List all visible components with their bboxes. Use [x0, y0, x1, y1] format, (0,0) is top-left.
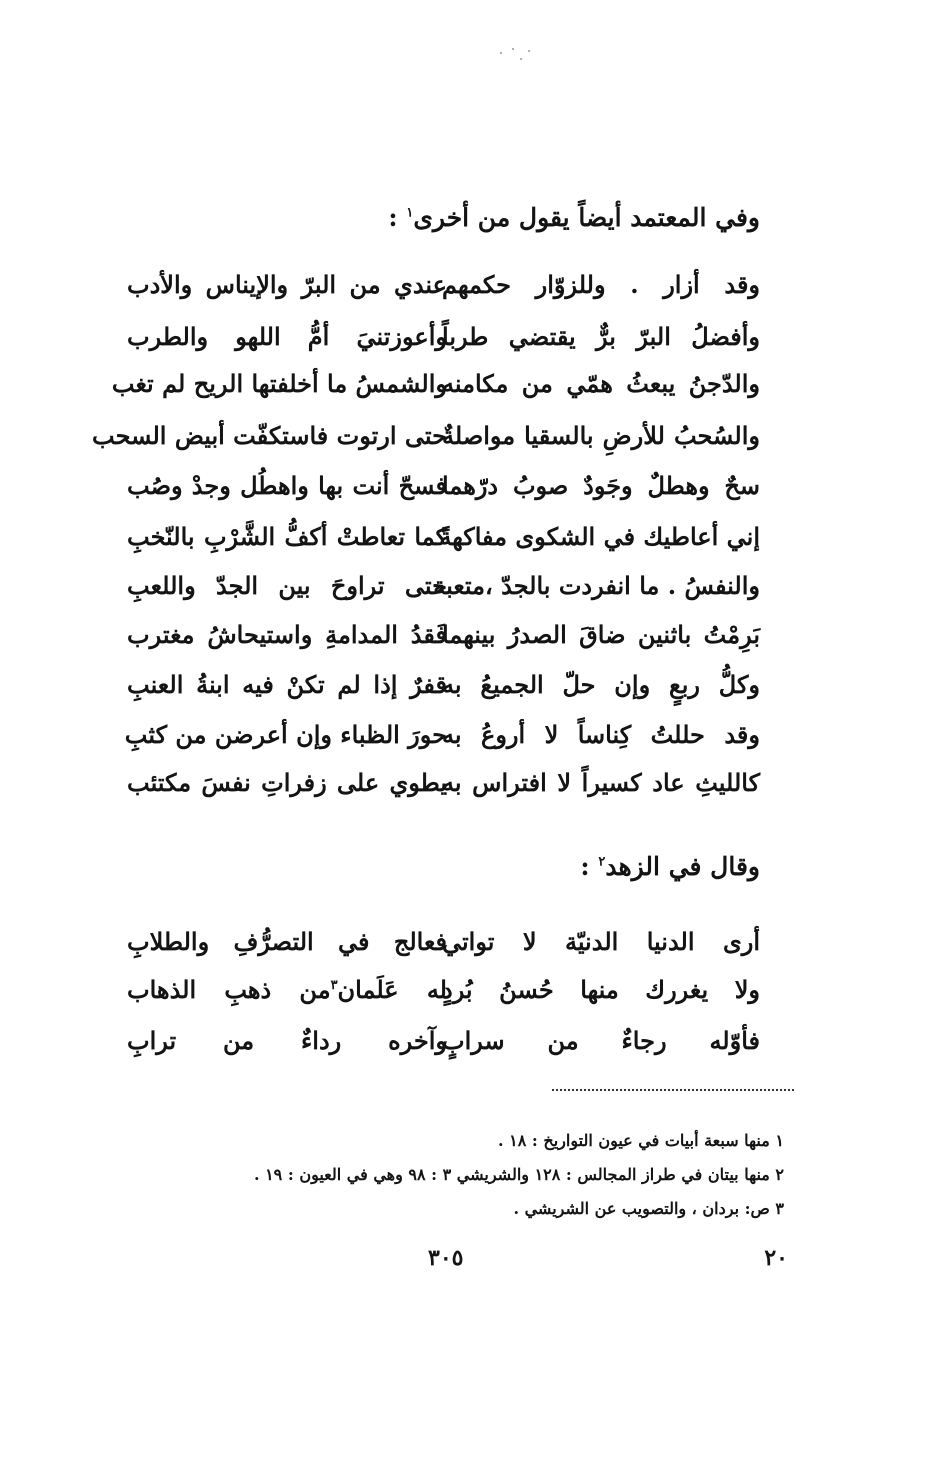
verse-second-hemistich: يطوي على زفراتِ نفسَ مكتئب — [127, 768, 447, 797]
zuhd-text: وقال في الزهد — [605, 852, 760, 881]
footnote-mark-1: ١ — [406, 205, 414, 221]
hemistich-part: من ذهبِ الذهاب — [127, 975, 331, 1004]
verse-second-hemistich: والشمسُ ما أخلفتها الريح لم تغب — [111, 369, 447, 398]
verse-row — [0, 609, 938, 661]
footnote-separator — [552, 1089, 794, 1091]
verse-first-hemistich: والنفسُ . ما انفردت بالجدّ ،متعبة — [433, 571, 760, 600]
verse-first-hemistich: أرى الدنيا الدنيّة لا تواتي — [442, 927, 760, 956]
hemistich-part: له عَلَمان — [337, 975, 447, 1004]
footnotes — [144, 1124, 784, 1226]
verse-first-hemistich: وقد أزار . وللزوّار حكمهم — [442, 270, 760, 299]
verse-row — [0, 311, 938, 363]
verse-first-hemistich: والسُحبُ للأرضِ بالسقيا مواصلةٌ — [442, 421, 760, 450]
verse-second-hemistich: قفرٌ إذا لم تكنْ فيه ابنةُ العنبِ — [127, 670, 447, 699]
footnote-mark-3: ٣ — [330, 978, 338, 993]
zuhd-colon: : — [580, 852, 599, 881]
verse-first-hemistich: فأوّله رجاءٌ من سرابٍ — [442, 1026, 760, 1055]
section-intro-line — [388, 198, 760, 238]
verse-row — [0, 757, 938, 809]
verse-second-hemistich: فعالج في التصرُّفِ والطلابِ — [127, 927, 447, 956]
page-number: ٣٠٥ — [428, 1245, 464, 1271]
verse-first-hemistich: كالليثِ عاد كسيراً لا افتراس به — [442, 768, 760, 797]
intro-colon: : — [388, 203, 407, 232]
verse-row — [0, 511, 938, 563]
verse-first-hemistich: ولا يغررك منها حُسنُ بُردٍ — [442, 975, 760, 1004]
verse-row — [0, 964, 938, 1016]
verse-second-hemistich: كما تعاطتْ أكفُّ الشَّرْبِ بالنّخبِ — [127, 522, 447, 551]
footnote: ١ منها سبعة أبيات في عيون التواريخ : ١٨ . — [498, 1131, 784, 1150]
verse-second-hemistich: وأعوزتنيَ أمُّ اللهو والطرب — [127, 322, 447, 351]
zuhd-intro-line — [580, 847, 760, 887]
verse-second-hemistich: حورَ الظباء وإن أعرضن من كثبِ — [124, 720, 447, 749]
verse-row — [0, 410, 938, 462]
verse-first-hemistich: وقد حللتُ كِناساً لا أروعُ به — [442, 720, 760, 749]
verse-row — [0, 659, 938, 711]
verse-first-hemistich: والدّجنُ يبعثُ همّي من مكامنه — [442, 369, 760, 398]
verse-second-hemistich: وآخره رداءٌ من ترابِ — [127, 1026, 447, 1055]
verse-second-hemistich: حتى تراوحَ بين الجدّ واللعبِ — [127, 571, 447, 600]
verse-row — [0, 709, 938, 761]
verse-second-hemistich: فسحّ أنت بها واهطُل وجدْ وصُب — [127, 471, 447, 500]
verse-first-hemistich: إني أعاطيك في الشكوى مفاكهةً — [439, 522, 760, 551]
verse-row — [0, 460, 938, 512]
footnote: ٢ منها بيتان في طراز المجالس : ١٢٨ والشريشي ٣ : ٩٨ وهي في العيون : ١٩ . — [253, 1165, 784, 1184]
verse-row — [0, 916, 938, 968]
verse-row — [0, 358, 938, 410]
verse-first-hemistich: بَرِمْتُ باثنين ضاقَ الصدرُ بينهما — [442, 620, 760, 649]
signature-mark: ٢٠ — [764, 1245, 788, 1271]
footnote: ٣ ص: بردان ، والتصويب عن الشريشي . — [513, 1199, 784, 1218]
verse-row — [0, 259, 938, 311]
verse-first-hemistich: وأفضلُ البرّ برٌّ يقتضي طرباً — [442, 322, 760, 351]
verse-first-hemistich: وكلُّ ربعٍ وإن حلّ الجميعُ به — [442, 670, 760, 699]
verse-second-hemistich: عندي من البرّ والإيناس والأدب — [127, 270, 447, 299]
verse-second-hemistich — [127, 964, 447, 1016]
verse-row — [0, 560, 938, 612]
verse-row — [0, 1015, 938, 1067]
footnote-mark-2: ٢ — [598, 854, 606, 870]
verse-first-hemistich: سحٌ وهطلٌ وجَودٌ صوبُ درّهما — [442, 471, 760, 500]
verse-second-hemistich: حتى ارتوت فاستكفّت أبيض السحب — [92, 421, 447, 450]
scan-specks — [498, 40, 538, 70]
verse-second-hemistich: فَقدُ المدامةِ واستيحاشُ مغترب — [127, 620, 447, 649]
intro-text: وفي المعتمد أيضاً يقول من أخرى — [413, 203, 760, 232]
